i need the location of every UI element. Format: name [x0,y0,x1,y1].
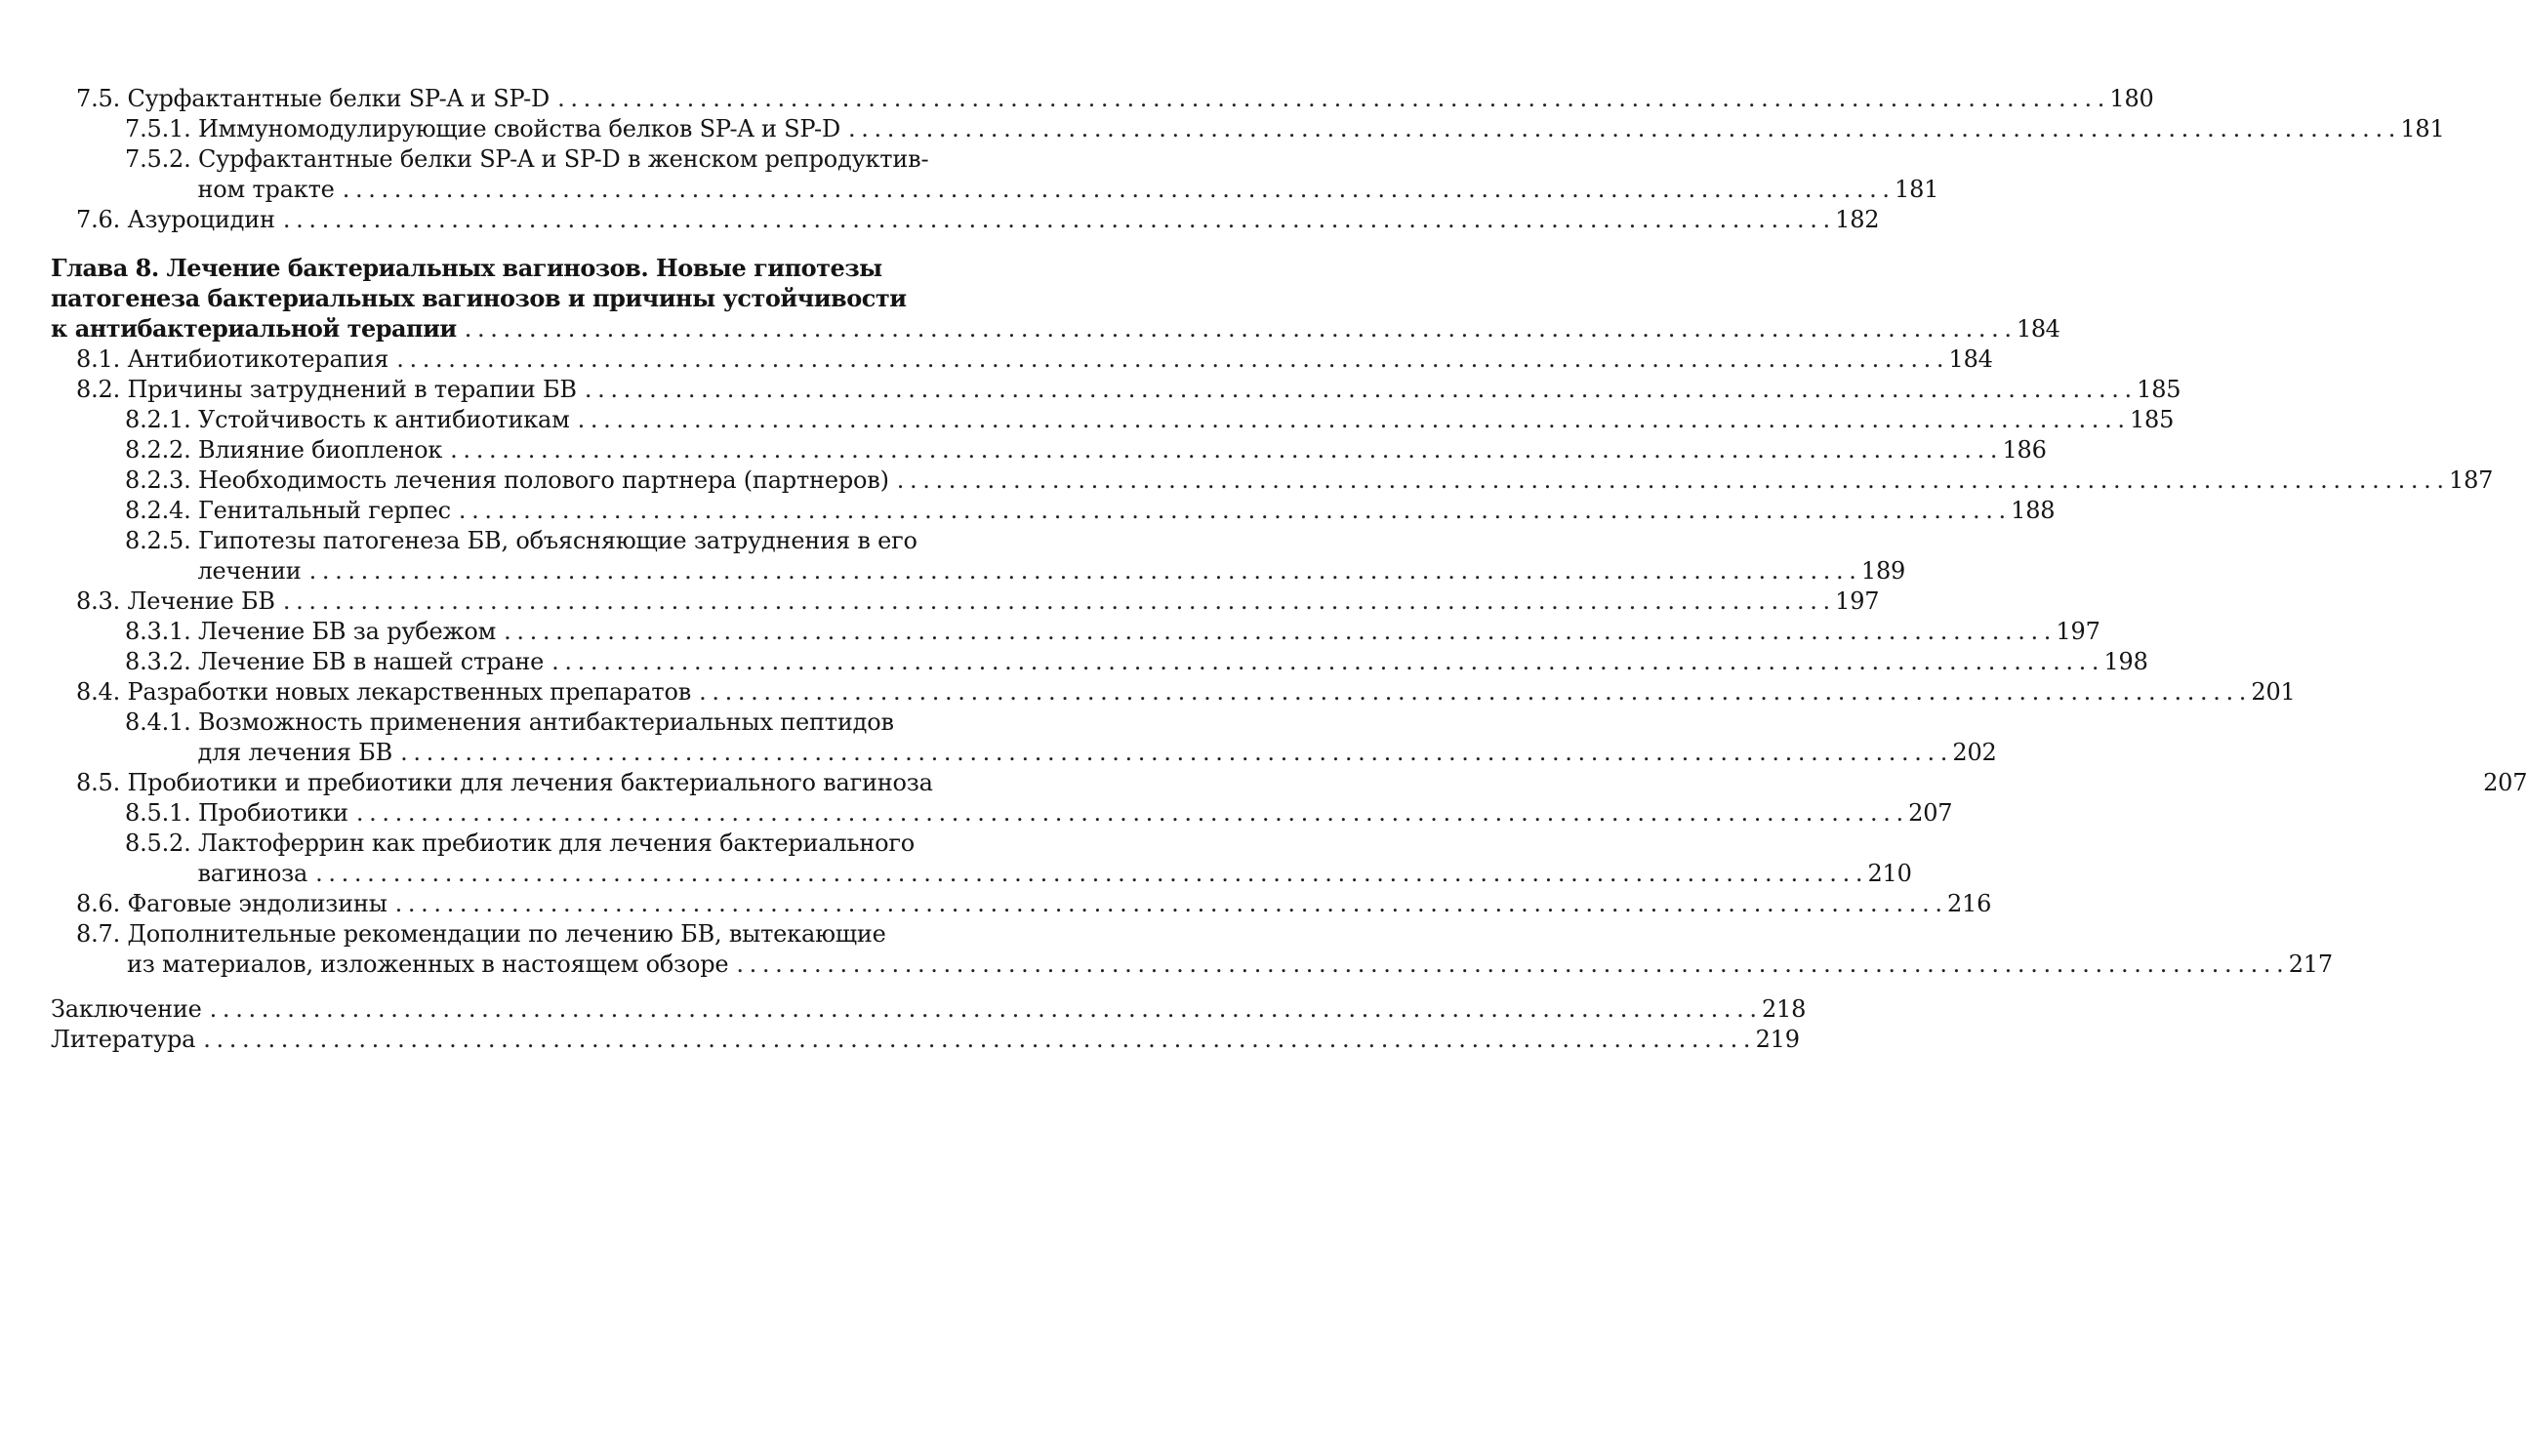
toc-entry-title: из материалов, изложенных в настоящем обзоре [127,950,729,978]
toc-page-number: 207 [1908,799,1953,827]
toc-entry[interactable] [51,114,2445,144]
toc-page-number: 216 [1946,890,1992,917]
toc-entry-number: 7.6. [76,206,120,233]
toc-entry-title: Устойчивость к антибиотикам [197,406,570,433]
toc-entry-number: 8.7. [76,920,120,948]
toc-entry-title: для лечения БВ [197,739,393,766]
toc-entry-number: 8.3. [76,587,120,615]
toc-entry-title-line: Сурфактантные белки SP-A и SP-D в женском репродуктив- [197,145,929,173]
toc-entry[interactable] [51,405,2175,435]
toc-entry-title: Лечение БВ за рубежом [197,618,497,645]
toc-entry-number: 8.3.2. [125,648,191,675]
toc-entry[interactable] [51,435,2047,465]
toc-entry[interactable] [51,798,1953,829]
dot-leader [283,205,1829,235]
toc-entry-title-line: Возможность применения антибактериальных пептидов [197,708,894,736]
toc-entry-title: лечении [197,557,302,585]
toc-page-number: 201 [2251,678,2296,706]
toc-entry-title: Антибиотикотерапия [127,345,389,373]
dot-leader [557,84,2103,114]
toc-page-number: 181 [2400,115,2445,142]
toc-page-number: 189 [1860,557,1906,585]
toc-entry-number: 8.2.3. [125,466,191,494]
toc-entry-number: 8.5.2. [125,829,191,857]
dot-leader [897,465,2443,496]
toc-entry-title: Заключение [51,995,202,1023]
toc-page-number: 218 [1761,995,1807,1023]
toc-entry-number: 7.5.2. [125,145,191,173]
toc-entry-number: 8.1. [76,345,120,373]
toc-entry[interactable] [51,768,2527,798]
toc-entry[interactable] [51,919,2333,980]
toc-page-number: 184 [1948,345,1993,373]
toc-entry[interactable] [51,205,1880,235]
toc-entry[interactable] [51,708,1997,768]
toc-entry-title: Пробиотики [197,799,348,827]
dot-leader [578,405,2124,435]
toc-entry-number: 7.5.1. [125,115,191,142]
table-of-contents [51,84,2527,1055]
toc-entry[interactable] [51,465,2494,496]
toc-entry-title: Разработки новых лекарственных препаратов [127,678,692,706]
toc-page-number: 188 [2011,497,2056,524]
toc-entry-number: 7.5. [76,85,120,112]
toc-page-number: 184 [2017,315,2060,343]
toc-entry-title: Лечение БВ [127,587,275,615]
toc-entry[interactable] [51,344,1993,375]
dot-leader [400,738,1946,768]
toc-page-number: 202 [1952,739,1997,766]
toc-entry[interactable] [51,144,1939,205]
toc-entry-title: Необходимость лечения полового партнера (партнеров) [197,466,889,494]
toc-entry-number: 8.3.1. [125,618,191,645]
toc-entry[interactable] [51,617,2100,647]
toc-entry-number: 8.4. [76,678,120,706]
toc-entry-number: 8.2. [76,376,120,403]
dot-leader [848,114,2394,144]
toc-entry-number: 8.2.2. [125,436,191,464]
toc-entry-title: Фаговые эндолизины [127,890,387,917]
toc-entry-title: Пробиотики и пребиотики для лечения бактериального вагиноза [127,769,933,796]
dot-leader [585,375,2131,405]
toc-entry-number: 8.4.1. [125,708,191,736]
toc-entry-title: Сурфактантные белки SP-A и SP-D [127,85,550,112]
toc-entry-number: 8.6. [76,890,120,917]
toc-entry[interactable] [51,586,1880,617]
toc-entry-number: 8.2.1. [125,406,191,433]
toc-page-number: 207 [2483,769,2527,796]
toc-entry-title: Иммуномодулирующие свойства белков SP-A и SP-D [197,115,841,142]
toc-page-number: 187 [2449,466,2494,494]
toc-entry-title-line: Дополнительные рекомендации по лечению БВ, вытекающие [127,920,886,948]
dot-leader [210,994,1756,1025]
toc-entry-title: к антибактериальной терапии [51,314,457,343]
dot-leader [356,798,1902,829]
toc-entry[interactable] [51,526,1906,586]
toc-entry-title: вагиноза [197,860,308,887]
toc-page-number: 185 [2129,406,2175,433]
toc-entry-number: Глава 8. [51,254,159,282]
toc-page-number: 185 [2137,376,2181,403]
toc-entry[interactable] [51,829,1912,889]
dot-leader [699,677,2245,708]
toc-entry-title: Влияние биопленок [197,436,443,464]
toc-entry-number: 8.5. [76,769,120,796]
toc-entry-number: 8.2.4. [125,497,191,524]
toc-entry-title: Генитальный герпес [197,497,451,524]
toc-page-number: 197 [1835,587,1880,615]
dot-leader [203,1025,1749,1055]
dot-leader [450,435,1996,465]
toc-entry[interactable] [51,496,2056,526]
toc-entry-title: Причины затруднений в терапии БВ [127,376,577,403]
toc-entry-title: Лечение БВ в нашей стране [197,648,545,675]
dot-leader [551,647,2098,677]
toc-entry[interactable] [51,375,2181,405]
toc-page-number: 186 [2002,436,2047,464]
dot-leader [396,344,1942,375]
toc-entry-title-line: Лактоферрин как пребиотик для лечения бактериального [197,829,915,857]
toc-entry-number: 8.2.5. [125,527,191,554]
dot-leader [315,859,1861,889]
toc-page-number: 182 [1835,206,1880,233]
dot-leader [459,496,2005,526]
dot-leader [309,556,1855,586]
toc-page-number: 180 [2109,85,2154,112]
toc-entry-title: ном тракте [197,176,335,203]
toc-page-number: 217 [2288,950,2333,978]
toc-entry[interactable] [51,889,1992,919]
toc-entry[interactable] [51,647,2148,677]
dot-leader [283,586,1829,617]
toc-page-number: 198 [2103,648,2148,675]
dot-leader [343,175,1889,205]
toc-entry[interactable] [51,84,2154,114]
toc-page-number: 181 [1895,176,1939,203]
dot-leader [504,617,2050,647]
toc-page-number: 219 [1755,1026,1800,1053]
toc-entry-title-line: Гипотезы патогенеза БВ, объясняющие затруднения в его [197,527,917,554]
toc-chapter-entry[interactable] [51,253,2060,344]
dot-leader [736,950,2282,980]
toc-entry-title-line: Лечение бактериальных вагинозов. Новые гипотезы [166,254,882,282]
dot-leader [465,314,2011,344]
toc-page-number: 210 [1867,860,1912,887]
toc-entry[interactable] [51,1025,1800,1055]
toc-entry-title-line: патогенеза бактериальных вагинозов и причины устойчивости [51,284,907,312]
toc-entry[interactable] [51,994,1807,1025]
toc-entry-title: Азуроцидин [127,206,275,233]
toc-entry[interactable] [51,677,2296,708]
dot-leader [395,889,1941,919]
toc-entry-number: 8.5.1. [125,799,191,827]
toc-page-number: 197 [2056,618,2100,645]
toc-entry-title: Литература [51,1026,196,1053]
